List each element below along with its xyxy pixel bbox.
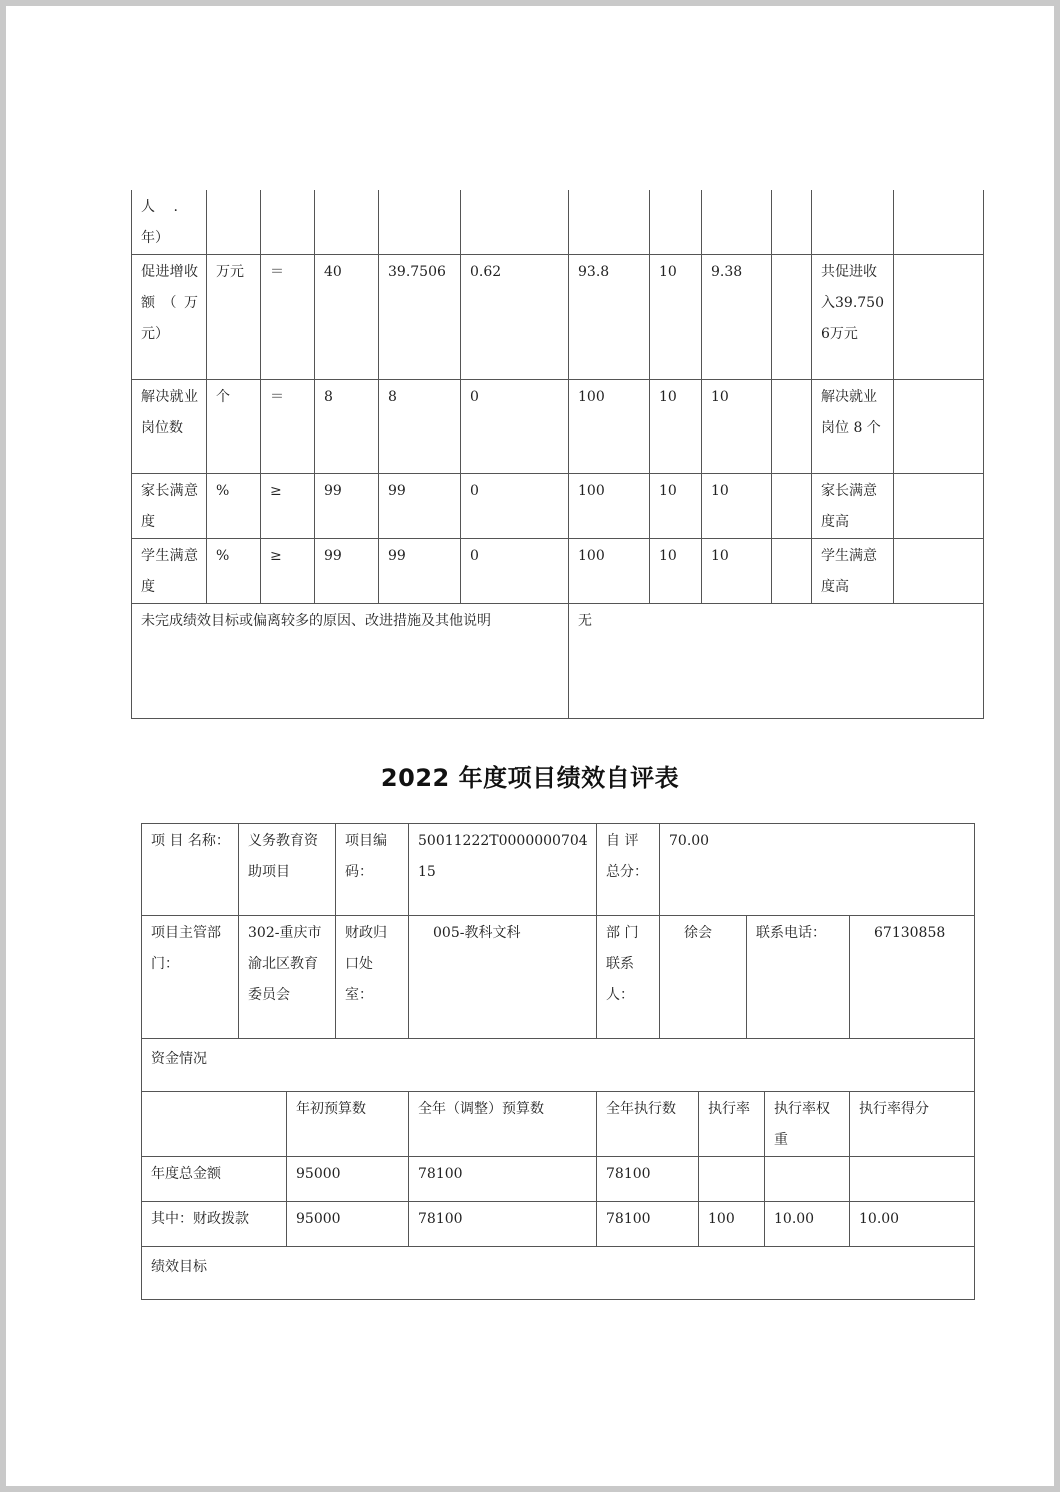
funds-header-cell: 全年执行数 [597, 1092, 699, 1157]
indicator-cell: 10 [650, 380, 702, 474]
funds-cell: 78100 [597, 1157, 699, 1202]
phone-label: 联系电话： [747, 916, 850, 1039]
funds-cell: 95000 [287, 1157, 409, 1202]
indicator-cell [772, 474, 812, 539]
indicator-cell: 0 [461, 380, 569, 474]
indicator-cell: 10 [702, 539, 772, 604]
indicator-cell: 9.38 [702, 255, 772, 380]
funds-cell: 其中：财政拨款 [142, 1202, 287, 1247]
funds-cell [850, 1157, 975, 1202]
indicator-cell [772, 539, 812, 604]
performance-indicator-table [131, 190, 984, 719]
funds-cell [765, 1157, 850, 1202]
indicator-cell: 10 [702, 474, 772, 539]
project-info-row [142, 824, 975, 916]
indicator-cell: 个 [207, 380, 261, 474]
indicator-cell: 10 [650, 539, 702, 604]
indicator-cell: 学生满意度高 [812, 539, 894, 604]
indicator-cell: 共促进收入39.7506万元 [812, 255, 894, 380]
indicator-cell [261, 190, 315, 255]
remark-row [132, 604, 984, 719]
indicator-cell: % [207, 474, 261, 539]
indicator-cell [207, 190, 261, 255]
indicator-cell: 100 [569, 539, 650, 604]
indicator-cell: ＝ [261, 255, 315, 380]
indicator-cell [772, 380, 812, 474]
indicator-cell: 8 [315, 380, 379, 474]
phone-value: 67130858 [850, 916, 975, 1039]
indicator-cell: 学生满意度 [132, 539, 207, 604]
remark-value: 无 [569, 604, 984, 719]
funds-cell: 95000 [287, 1202, 409, 1247]
indicator-cell: 解决就业岗位数 [132, 380, 207, 474]
indicator-cell: ＝ [261, 380, 315, 474]
indicator-cell: 0 [461, 539, 569, 604]
indicator-row [132, 474, 984, 539]
indicator-cell: 家长满意度 [132, 474, 207, 539]
funds-header-cell: 执行率得分 [850, 1092, 975, 1157]
indicator-cell [894, 255, 984, 380]
indicator-cell: 99 [379, 474, 461, 539]
funds-cell: 10.00 [765, 1202, 850, 1247]
indicator-cell: ≥ [261, 474, 315, 539]
funds-row-total [142, 1157, 975, 1202]
contact-label: 部 门联系人： [597, 916, 660, 1039]
project-code-label: 项目编码： [336, 824, 409, 916]
funds-header-cell: 执行率 [699, 1092, 765, 1157]
department-row [142, 916, 975, 1039]
indicator-cell: 10 [650, 474, 702, 539]
funds-cell: 78100 [409, 1157, 597, 1202]
funds-header-cell: 全年（调整）预算数 [409, 1092, 597, 1157]
indicator-cell: 解决就业岗位 8 个 [812, 380, 894, 474]
dept-value: 302-重庆市渝北区教育委员会 [239, 916, 336, 1039]
indicator-row [132, 190, 984, 255]
indicator-cell: 99 [315, 539, 379, 604]
indicator-cell [772, 190, 812, 255]
indicator-cell: 99 [379, 539, 461, 604]
funds-header-cell: 年初预算数 [287, 1092, 409, 1157]
self-evaluation-table [141, 823, 975, 1300]
indicator-cell [772, 255, 812, 380]
contact-value: 徐会 [660, 916, 747, 1039]
indicator-row [132, 539, 984, 604]
funds-row-fiscal [142, 1202, 975, 1247]
goals-section-row [142, 1247, 975, 1300]
indicator-cell: ≥ [261, 539, 315, 604]
funds-cell: 78100 [409, 1202, 597, 1247]
indicator-cell [894, 190, 984, 255]
project-name-value: 义务教育资助项目 [239, 824, 336, 916]
indicator-cell [379, 190, 461, 255]
funds-cell [699, 1157, 765, 1202]
indicator-cell [894, 539, 984, 604]
document-page [6, 6, 1054, 1486]
finance-office-label: 财政归口处室： [336, 916, 409, 1039]
self-score-label: 自 评总分： [597, 824, 660, 916]
indicator-cell [569, 190, 650, 255]
remark-label: 未完成绩效目标或偏离较多的原因、改进措施及其他说明 [132, 604, 569, 719]
indicator-cell [894, 380, 984, 474]
indicator-cell: 0 [461, 474, 569, 539]
indicator-cell: % [207, 539, 261, 604]
project-code-value: 50011222T000000070415 [409, 824, 597, 916]
indicator-cell [315, 190, 379, 255]
indicator-cell [650, 190, 702, 255]
indicator-cell: 99 [315, 474, 379, 539]
indicator-cell: 万元 [207, 255, 261, 380]
funds-header-row [142, 1092, 975, 1157]
self-score-value: 70.00 [660, 824, 975, 916]
indicator-cell: 促进增收额（万元） [132, 255, 207, 380]
indicator-row [132, 255, 984, 380]
indicator-cell: 39.7506 [379, 255, 461, 380]
indicator-cell [894, 474, 984, 539]
indicator-cell [702, 190, 772, 255]
funds-section-row [142, 1039, 975, 1092]
indicator-row [132, 380, 984, 474]
indicator-cell: 93.8 [569, 255, 650, 380]
indicator-cell [461, 190, 569, 255]
indicator-cell: 10 [650, 255, 702, 380]
goals-section-heading: 绩效目标 [142, 1247, 975, 1300]
indicator-cell: 10 [702, 380, 772, 474]
dept-label: 项目主管部门： [142, 916, 239, 1039]
funds-header-cell: 执行率权重 [765, 1092, 850, 1157]
funds-cell: 100 [699, 1202, 765, 1247]
funds-cell: 年度总金额 [142, 1157, 287, 1202]
indicator-cell: 0.62 [461, 255, 569, 380]
indicator-cell: 100 [569, 380, 650, 474]
indicator-cell: 家长满意度高 [812, 474, 894, 539]
funds-header-cell [142, 1092, 287, 1157]
indicator-cell: 人 .年） [132, 190, 207, 255]
finance-office-value: 005-教科文科 [409, 916, 597, 1039]
indicator-cell: 40 [315, 255, 379, 380]
funds-cell: 10.00 [850, 1202, 975, 1247]
indicator-cell [812, 190, 894, 255]
indicator-cell: 100 [569, 474, 650, 539]
document-title: 2022 年度项目绩效自评表 [380, 764, 680, 792]
funds-section-heading: 资金情况 [142, 1039, 975, 1092]
project-name-label: 项 目 名称： [142, 824, 239, 916]
indicator-cell: 8 [379, 380, 461, 474]
funds-cell: 78100 [597, 1202, 699, 1247]
